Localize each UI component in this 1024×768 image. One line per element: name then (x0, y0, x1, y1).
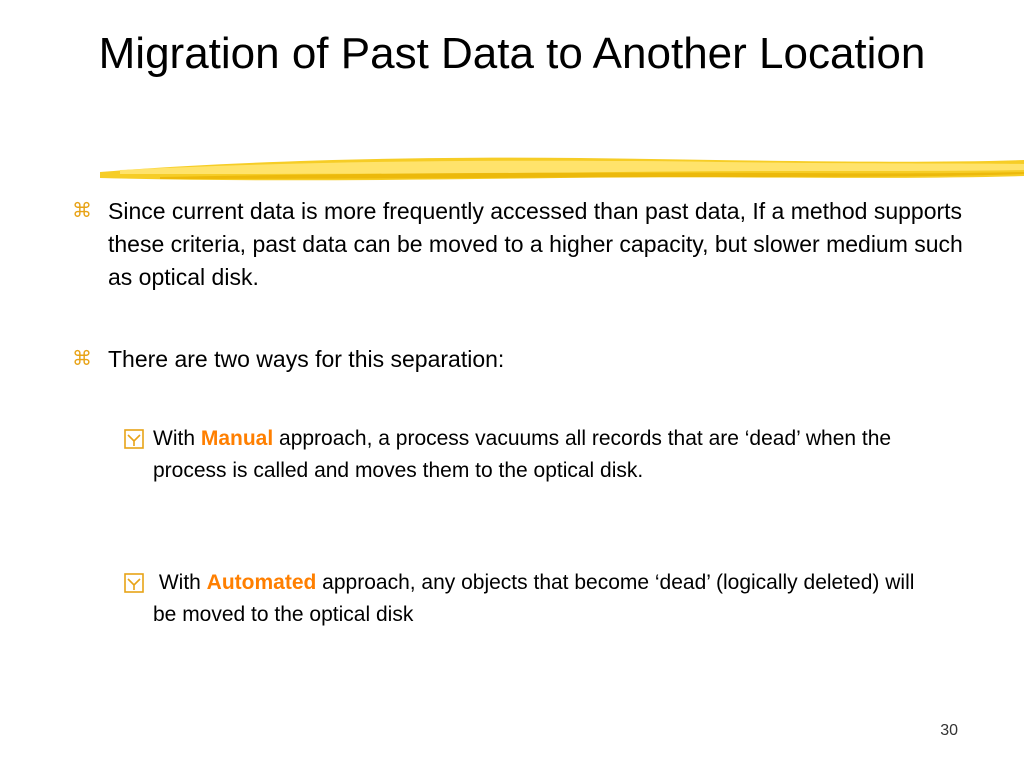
slide-title: Migration of Past Data to Another Location (98, 29, 926, 78)
highlight-word: Manual (200, 427, 274, 450)
sub-bullet-text: With Manual approach, a process vacuums all records that are ‘dead’ when the process is called and moves them to the optical disk. (153, 427, 892, 482)
bullet-text: There are two ways for this separation: (108, 346, 505, 372)
yellow-brush-divider (100, 146, 1024, 190)
command-key-icon: ⌘ (72, 200, 92, 222)
sub-bullet-item (124, 567, 933, 631)
checkbox-icon (124, 573, 144, 593)
sub-bullet-text: With Automated approach, any objects that become ‘dead’ (logically deleted) will be moved to the optical disk (153, 571, 915, 626)
bullet-item (72, 195, 988, 294)
command-key-icon: ⌘ (72, 348, 92, 370)
bullet-item (72, 343, 988, 376)
page-number: 30 (940, 722, 958, 739)
bullet-text: Since current data is more frequently accessed than past data, If a method supports these criteria, past data can be moved to a higher capacity, but slower medium such as optical disk. (108, 198, 963, 290)
checkbox-icon (124, 429, 144, 449)
sub-bullet-item (124, 423, 933, 487)
highlight-word: Automated (206, 571, 317, 594)
